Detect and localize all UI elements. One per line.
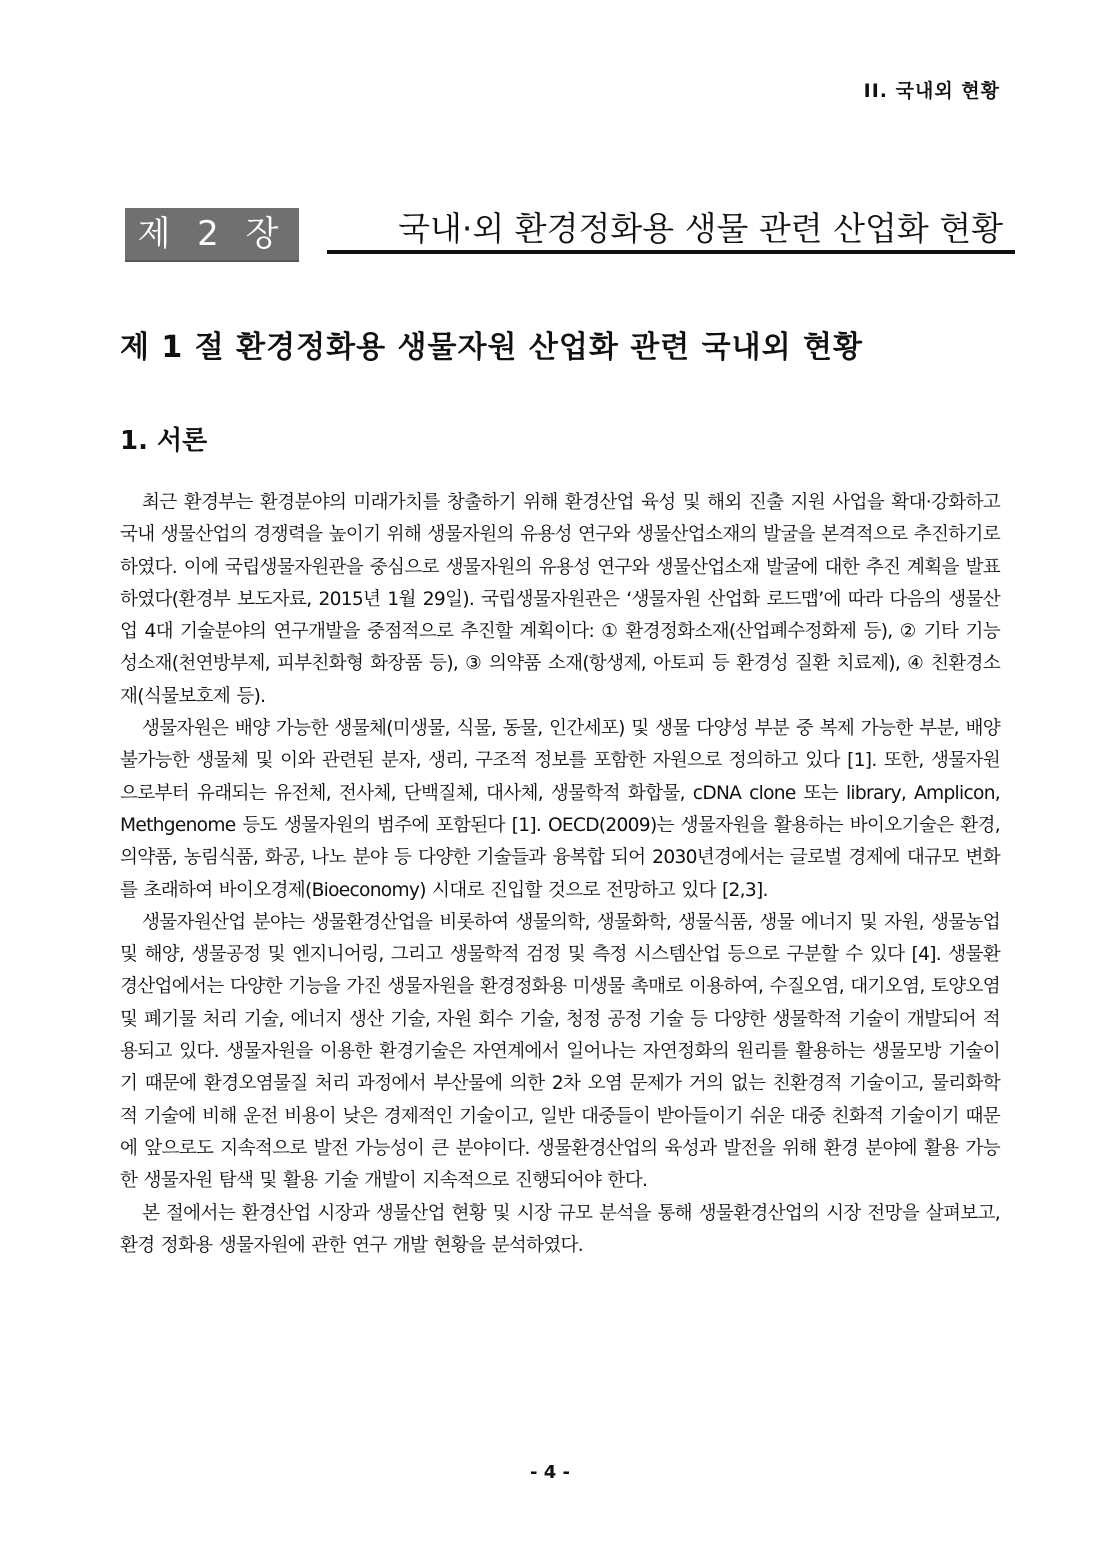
paragraph: 최근 환경부는 환경분야의 미래가치를 창출하기 위해 환경산업 육성 및 해외 진출 지원 사업을 확대·강화하고 국내 생물산업의 경쟁력을 높이기 위해 생물자원의 유용성 연구와 생물산업소재의 발굴을 본격적으로 추진하기로 하였다. 이에 국립생물자원관을 중심으로 생물자원의 유용성 연구와 생물산업소재 발굴에 대한 추진 계획을 발표하였다(환경부 보도자료, 2015년 1월 29일). 국립생물자원관은 ‘생물자원 산업화 로드맵’에 따라 다음의 생물산업 4대 기술분야의 연구개발을 중점적으로 추진할 계획이다: ① 환경정화소재(산업폐수정화제 등), ② 기타 기능성소재(천연방부제, 피부친화형 화장품 등), ③ 의약품 소재(항생제, 아토피 등 환경성 질환 치료제), ④ 친환경소재(식물보호제 등). (120, 492, 1000, 707)
body-text (120, 487, 1000, 1262)
chapter-label: 제 2 장 (125, 208, 299, 262)
page-number: - 4 - (530, 1462, 570, 1483)
paragraph: 본 절에서는 환경산업 시장과 생물산업 현황 및 시장 규모 분석을 통해 생물환경산업의 시장 전망을 살펴보고, 환경 정화용 생물자원에 관한 연구 개발 현황을 분석하였다. (120, 1202, 1000, 1256)
chapter-heading (124, 204, 1014, 262)
section-title: 제 1 절 환경정화용 생물자원 산업화 관련 국내외 현황 (120, 330, 864, 365)
subsection-title: 1. 서론 (120, 426, 208, 456)
paragraph: 생물자원은 배양 가능한 생물체(미생물, 식물, 동물, 인간세포) 및 생물 다양성 부분 중 복제 가능한 부분, 배양 불가능한 생물체 및 이와 관련된 분자, 생리, 구조적 정보를 포함한 자원으로 정의하고 있다 [1]. 또한, 생물자원으로부터 유래되는 유전체, 전사체, 단백질체, 대사체, 생물학적 화합물, cDNA clone 또는 library, Amplicon, Methgenome 등도 생물자원의 범주에 포함된다 [1]. OECD(2009)는 생물자원을 활용하는 바이오기술은 환경, 의약품, 농림식품, 화공, 나노 분야 등 다양한 기술들과 융복합 되어 2030년경에서는 글로벌 경제에 대규모 변화를 초래하여 바이오경제(Bioeconomy) 시대로 진입할 것으로 전망하고 있다 [2,3]. (120, 718, 1000, 901)
chapter-title: 국내·외 환경정화용 생물 관련 산업화 현황 (327, 204, 1015, 254)
paragraph: 생물자원산업 분야는 생물환경산업을 비롯하여 생물의학, 생물화학, 생물식품, 생물 에너지 및 자원, 생물농업 및 해양, 생물공정 및 엔지니어링, 그리고 생물학적 검정 및 측정 시스템산업 등으로 구분할 수 있다 [4]. 생물환경산업에서는 다양한 기능을 가진 생물자원을 환경정화용 미생물 촉매로 이용하여, 수질오염, 대기오염, 토양오염 및 폐기물 처리 기술, 에너지 생산 기술, 자원 회수 기술, 청정 공정 기술 등 다양한 생물학적 기술이 개발되어 적용되고 있다. 생물자원을 이용한 환경기술은 자연계에서 일어나는 자연정화의 원리를 활용하는 생물모방 기술이기 때문에 환경오염물질 처리 과정에서 부산물에 의한 2차 오염 문제가 거의 없는 친환경적 기술이고, 물리화학적 기술에 비해 운전 비용이 낮은 경제적인 기술이고, 일반 대중들이 받아들이기 쉬운 대중 친화적 기술이기 때문에 앞으로도 지속적으로 발전 가능성이 큰 분야이다. 생물환경산업의 육성과 발전을 위해 환경 분야에 활용 가능한 생물자원 탐색 및 활용 기술 개발이 지속적으로 진행되어야 한다. (120, 911, 1000, 1192)
running-header: II. 국내외 현황 (863, 80, 1000, 102)
